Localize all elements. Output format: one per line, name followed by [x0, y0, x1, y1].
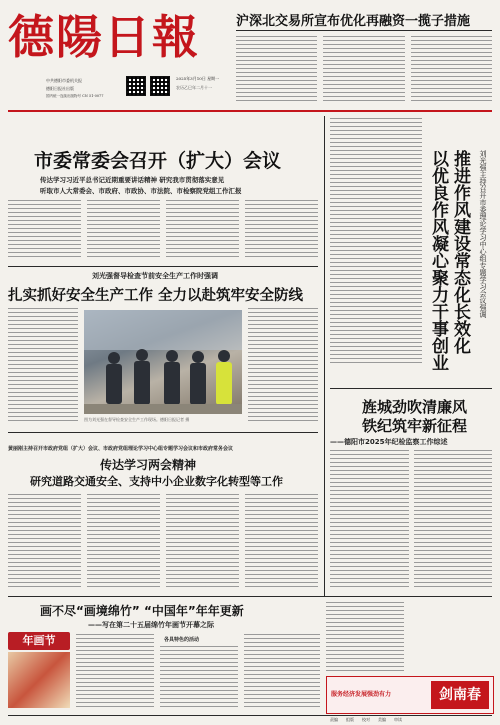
masthead-rule [8, 110, 492, 112]
issue-line-3: 国内统一连续出版物号 CN 51-0077 [46, 94, 104, 98]
logo-text: 德陽日報 [8, 10, 200, 64]
footer-credits [330, 717, 402, 723]
right-column-divider [324, 116, 325, 596]
top-headline-rule [236, 30, 492, 31]
discipline-subhead: ——德阳市2025年纪检监察工作综述 [330, 438, 448, 446]
footer-label-4: 美编 [378, 717, 386, 722]
ad-box [326, 676, 494, 714]
painting-subhead: ——写在第二十五届绵竹年画节开幕之际 [88, 621, 214, 629]
sessions-rule [8, 432, 318, 433]
date-block [176, 76, 224, 91]
safety-rule [8, 266, 318, 267]
discipline-body [330, 450, 492, 590]
ad-brand-block [431, 681, 489, 709]
safety-kicker: 刘光强督导检查节前安全生产工作时强调 [92, 272, 218, 280]
sessions-headline-1: 传达学习两会精神 [100, 458, 197, 472]
painting-badge [8, 632, 70, 650]
painting-body-3 [244, 634, 320, 710]
date-line: 2025年3月10日 星期一 [176, 76, 220, 81]
footer-rule [8, 715, 492, 716]
discipline-headline-1: 旌城劲吹清廉风 [362, 398, 468, 416]
safety-headline: 扎实抓好安全生产工作 全力以赴筑牢安全防线 [8, 288, 304, 304]
ad-banner: 服务经济发展强劲有力 [331, 691, 392, 698]
committee-subhead-2: 听取市人大常委会、市政府、市政协、市法院、市检察院党组工作汇报 [40, 187, 242, 195]
sessions-body [8, 494, 318, 590]
discipline-headline-2: 铁纪筑牢新征程 [362, 417, 468, 435]
painting-section-label: 各具特色的活动 [164, 637, 200, 643]
footer-label-5: 审读 [394, 717, 402, 722]
footer-label-2: 组版 [346, 717, 354, 722]
ad-brand-text: 剑南春 [439, 687, 481, 703]
top-article-body [236, 36, 492, 106]
painting-rule [8, 596, 492, 597]
right-top-body [330, 118, 422, 368]
safety-photo-caption: 图为刘光强在督导检查安全生产工作现场。德阳日报记者 摄 [84, 417, 190, 422]
committee-subhead-1: 传达学习习近平总书记近期重要讲话精神 研究我市贯彻落实意见 [40, 176, 225, 184]
safety-body-left [8, 308, 78, 426]
painting-image [8, 652, 70, 708]
masthead-logo [8, 8, 228, 66]
painting-headline: 画不尽“画境绵竹” “中国年”年年更新 [40, 604, 244, 618]
issue-line-1: 中共德阳市委机关报 [46, 78, 82, 83]
painting-badge-text: 年画节 [22, 634, 56, 647]
sessions-kicker: 黄丽刚主持召开市政府党组（扩大）会议、市政府党组理论学习中心组专题学习会议和市政府常务会议 [8, 446, 234, 452]
masthead-info [46, 78, 116, 99]
right-headline-col-2: 以优良作风凝心聚力干事创业 [428, 150, 448, 371]
painting-body-4 [326, 602, 404, 672]
committee-headline: 市委常委会召开（扩大）会议 [34, 150, 282, 172]
people-figures [84, 310, 242, 414]
right-headline-col-1: 推进作风建设常态化长效化 [450, 150, 470, 354]
top-headline: 沪深北交易所宣布优化再融资一揽子措施 [236, 14, 471, 29]
sessions-headline-2: 研究道路交通安全、支持中小企业数字化转型等工作 [30, 475, 283, 488]
issue-line-2: 德阳日报社出版 [46, 86, 74, 91]
lunar-line: 农历乙巳年二月十一 [176, 85, 212, 90]
footer-label-1: 责编 [330, 717, 338, 722]
right-side-kicker: 刘光强主持召开市委理论学习中心组专题学习会议强调 [479, 150, 487, 318]
safety-photo [84, 310, 242, 414]
painting-body-1 [76, 634, 154, 710]
qr-code-2 [150, 76, 170, 96]
discipline-rule [330, 388, 492, 389]
committee-body [8, 200, 318, 260]
footer-label-3: 校对 [362, 717, 370, 722]
painting-body-2 [160, 646, 238, 710]
safety-body-right [248, 308, 318, 426]
qr-code-1 [126, 76, 146, 96]
